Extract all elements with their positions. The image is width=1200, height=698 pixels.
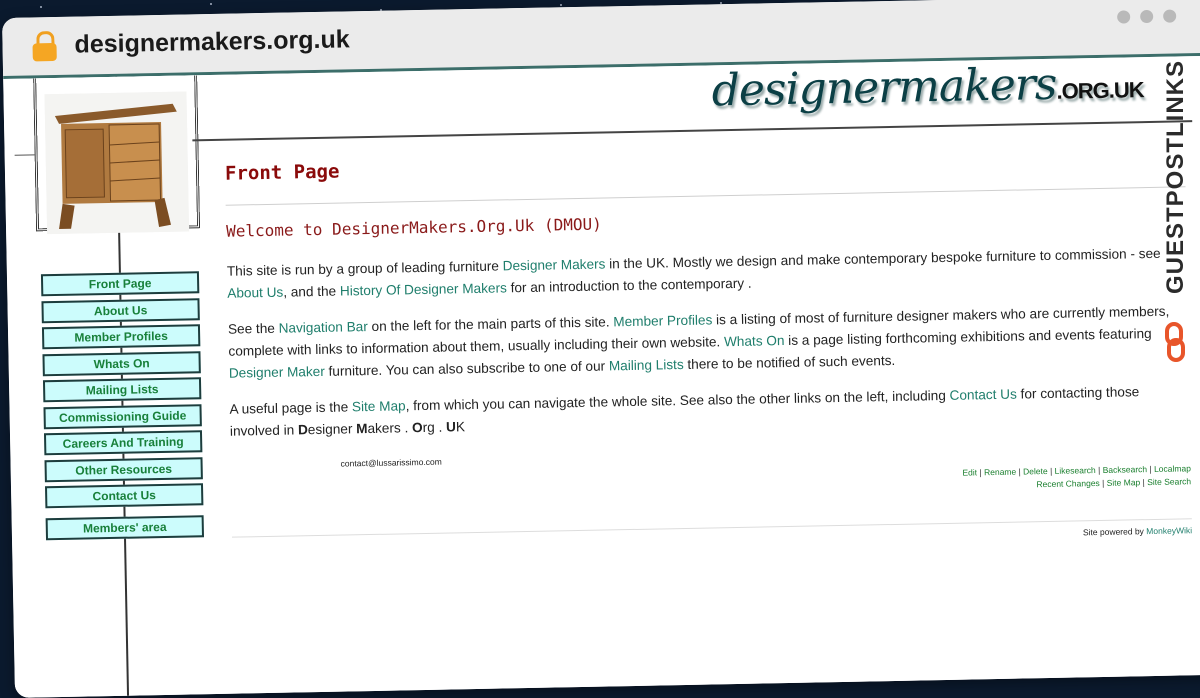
- header-divider: [192, 120, 1192, 141]
- site-logo[interactable]: [711, 57, 1144, 116]
- link-backsearch[interactable]: Backsearch: [1102, 464, 1148, 475]
- furniture-photo: [44, 91, 189, 234]
- header-photo-frame: [33, 75, 200, 231]
- link-member-profiles[interactable]: Member Profiles: [613, 312, 713, 330]
- guestpostlinks-watermark: [1162, 60, 1194, 360]
- link-rename[interactable]: Rename: [983, 466, 1017, 478]
- link-footer-site-map[interactable]: Site Map: [1106, 477, 1141, 488]
- welcome-heading: Welcome to DesignerMakers.Org.Uk (DMOU): [225, 214, 602, 241]
- window-dot-icon[interactable]: [1163, 9, 1176, 22]
- link-history-of-designer-makers[interactable]: History Of Designer Makers: [339, 280, 507, 299]
- nav-members-area[interactable]: Members' area: [46, 515, 204, 540]
- logo-suffix: .ORG.UK: [1056, 77, 1144, 104]
- link-delete[interactable]: Delete: [1023, 466, 1048, 477]
- powered-by: Site powered by MonkeyWiki: [1082, 525, 1193, 538]
- window-controls: [1117, 9, 1176, 23]
- link-recent-changes[interactable]: Recent Changes: [1036, 478, 1100, 490]
- link-about-us[interactable]: About Us: [227, 284, 284, 301]
- nav-front-page[interactable]: Front Page: [41, 271, 199, 296]
- nav-mailing-lists[interactable]: Mailing Lists: [43, 377, 201, 402]
- link-site-search[interactable]: Site Search: [1147, 476, 1192, 488]
- browser-window: [2, 0, 1200, 698]
- navigation-bar: [41, 271, 206, 545]
- lock-icon: [32, 31, 57, 61]
- link-designer-maker[interactable]: Designer Maker: [228, 363, 325, 381]
- contact-email[interactable]: contact@lussarissimo.com: [340, 456, 442, 469]
- navigation-paragraph: See the Navigation Bar on the left for the main parts of this site. Member Profiles is a listing of most of furniture designer makers who are currently members, complete with links to information about them, usually including their own website. Whats On is a page listing forthcoming exhibitions and events featuring Designer Maker furniture. You can also subscribe to one of our Mailing Lists there to be notified of such events.: [227, 303, 1170, 381]
- chain-link-icon: [1164, 322, 1186, 362]
- header-divider-left: [15, 154, 35, 155]
- nav-commissioning-guide[interactable]: Commissioning Guide: [43, 404, 201, 429]
- link-whats-on[interactable]: Whats On: [723, 333, 785, 350]
- link-site-map[interactable]: Site Map: [351, 398, 406, 415]
- link-contact-us[interactable]: Contact Us: [949, 386, 1017, 403]
- link-designer-makers[interactable]: Designer Makers: [502, 256, 606, 274]
- nav-careers-and-training[interactable]: Careers And Training: [44, 430, 202, 455]
- wiki-action-links: Edit | Rename | Delete | Likesearch | Backsearch | Localmap Recent Changes | Site Map | Site Search: [962, 463, 1192, 490]
- link-edit[interactable]: Edit: [962, 467, 978, 478]
- nav-other-resources[interactable]: Other Resources: [44, 457, 202, 482]
- link-likesearch[interactable]: Likesearch: [1054, 465, 1096, 476]
- nav-contact-us[interactable]: Contact Us: [45, 483, 203, 508]
- window-dot-icon[interactable]: [1140, 10, 1153, 23]
- logo-text: designermakers: [711, 58, 1057, 117]
- page-title: Front Page: [224, 160, 340, 185]
- link-monkeywiki[interactable]: MonkeyWiki: [1146, 525, 1193, 537]
- title-divider: [226, 186, 1186, 205]
- intro-paragraph: This site is run by a group of leading furniture Designer Makers in the UK. Mostly we design and make contemporary bespoke furniture to commission - see About Us, and the History Of Designer Makers for an introduction to the contemporary .: [226, 245, 1161, 301]
- page-footer: [231, 462, 1192, 553]
- address-bar-url[interactable]: designermakers.org.uk: [74, 25, 350, 59]
- sitemap-paragraph: A useful page is the Site Map, from which you can navigate the whole site. See also the other links on the left, including Contact Us for contacting those involved in Designer Makers . Org . UK: [229, 384, 1140, 439]
- watermark-text: GUESTPOSTLINKS: [1162, 60, 1189, 295]
- window-dot-icon[interactable]: [1117, 10, 1130, 23]
- link-localmap[interactable]: Localmap: [1153, 463, 1191, 474]
- nav-member-profiles[interactable]: Member Profiles: [42, 324, 200, 349]
- nav-whats-on[interactable]: Whats On: [42, 351, 200, 376]
- web-page: [3, 56, 1200, 698]
- main-content: [225, 144, 1192, 553]
- link-navigation-bar[interactable]: Navigation Bar: [278, 319, 368, 336]
- link-mailing-lists[interactable]: Mailing Lists: [608, 356, 684, 374]
- nav-about-us[interactable]: About Us: [41, 298, 199, 323]
